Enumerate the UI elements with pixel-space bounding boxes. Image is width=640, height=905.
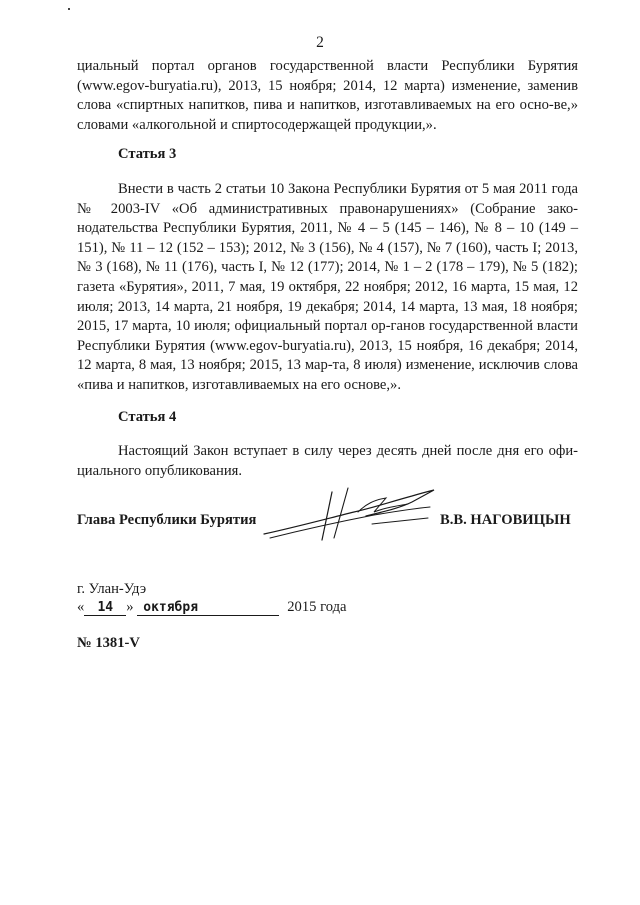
article-3-heading: Статья 3 xyxy=(118,146,177,162)
document-number: № 1381-V xyxy=(77,635,140,651)
page-number: 2 xyxy=(316,34,324,51)
signer-title: Глава Республики Бурятия xyxy=(77,512,257,528)
scan-speck xyxy=(68,8,70,10)
date-month: октября xyxy=(137,600,279,616)
article-3-text: Внести в часть 2 статьи 10 Закона Республики Бурятия от 5 мая 2011 года № 2003-IV «Об административных правонарушениях» (Собрание зако-нодательства Республики Бурятия, 2011, № 4 – 5 (145 – 146), № 8 – 10 (149 – 151), № 11 – 12 (152 – 153); 2012, № 3 (156), № 4 (157), № 7 (160), часть I; 2013, № 3 (168), № 11 (176), часть I, № 12 (177); 2014, № 1 – 2 (178 – 179), № 5 (182); газета «Бурятия», 2011, 7 мая, 19 октября, 22 ноября; 2012, 16 марта, 15 мая, 12 июля; 2013, 14 марта, 21 ноября, 19 декабря; 2014, 14 марта, 13 мая, 18 ноября; 2015, 17 марта, 10 июля; официальный портал ор-ганов государственной власти Республики Бурятия (www.egov-buryatia.ru), 2013, 15 ноября, 16 декабря; 2014, 12 марта, 8 мая, 13 ноября; 2015, 13 мар-та, 8 июля) изменение, исключив слова «пива и напитков, изготавливаемых на его основе,». xyxy=(77,181,578,393)
date-open-quote: « xyxy=(77,599,85,615)
article-4-heading: Статья 4 xyxy=(118,409,177,425)
handwritten-signature xyxy=(262,482,440,544)
signer-name: В.В. НАГОВИЦЫН xyxy=(440,512,571,528)
date-year: 2015 года xyxy=(287,599,347,615)
place-city: г. Улан-Удэ xyxy=(77,581,147,597)
date-line xyxy=(77,599,347,616)
date-close-quote: » xyxy=(126,599,134,615)
paragraph-continuation: циальный портал органов государственной власти Республики Бурятия (www.egov-buryatia.ru), 2013, 15 ноября; 2014, 12 марта) изменение, заменив слова «спиртных напитков, пива и напитков, изготавливаемых на его осно-ве,» словами «алкогольной и спиртосодержащей продукции,». xyxy=(77,58,578,133)
article-4-text: Настоящий Закон вступает в силу через десять дней после дня его офи-циального опубликования. xyxy=(77,443,578,479)
date-day: 14 xyxy=(84,600,126,616)
